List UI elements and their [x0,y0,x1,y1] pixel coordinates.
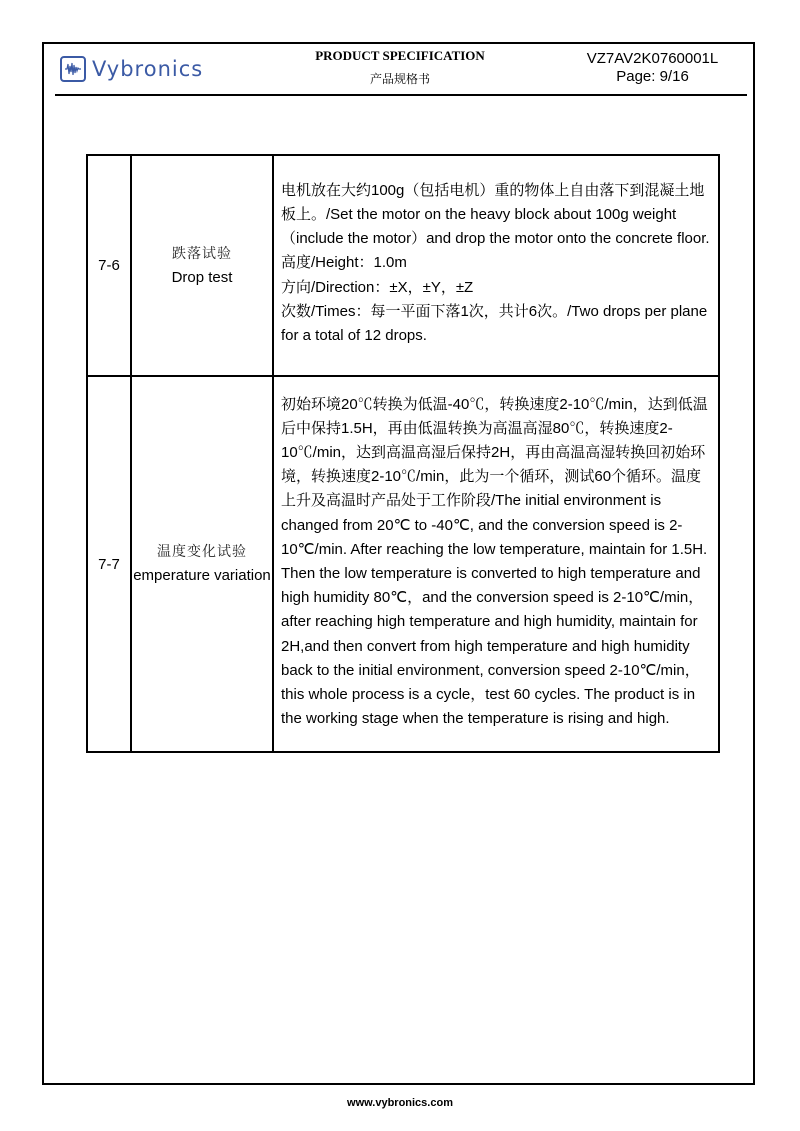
test-name [131,376,273,752]
test-spec-table [86,154,720,753]
row-number: 7-6 [87,155,131,376]
document-title-block [290,48,510,87]
test-name-en: emperature variation [133,567,271,584]
page-number: Page: 9/16 [616,68,689,85]
description-line: 次数/Times：每一平面下落1次，共计6次。/Two drops per plane for a total of 12 drops. [281,302,708,344]
test-description [273,376,719,752]
header-divider [55,94,747,96]
test-name-en: Drop test [171,268,233,286]
document-subtitle: 产品规格书 [369,72,430,86]
test-name-cn: 跌落试验 [172,245,232,262]
footer-url: www.vybronics.com [347,1097,453,1109]
description-line: 初始环境20℃转换为低温-40℃，转换速度2-10℃/min，达到低温后中保持1.5H，再由低温转换为高温高湿80℃，转换速度2-10℃/min，达到高温高湿后保持2H，再由高温高湿转换回初始环境，转换速度2-10℃/min，此为一个循环，测试60个循环。温度上升及高温时产品处于工作阶段/The initial environment is changed from 20℃ to -40℃, and the conversion speed is 2-10℃/min. After reaching the low temperature, maintain for 1.5H. Then the low temperature is converted to high temperature and high humidity 80℃，and the conversion speed is 2-10℃/min，after reaching high temperature and high humidity, maintain for 2H,and then convert from high temperature and high humidity back to the initial environment, conversion speed 2-10℃/min，this whole process is a cycle，test 60 cycles. The product is in the working stage when the temperature is rising and high. [281,395,708,728]
description-line: 方向/Direction：±X，±Y，±Z [281,278,474,296]
test-name [131,155,273,376]
test-description [273,155,719,376]
logo-text: Vybronics [92,57,204,81]
test-name-cn: 温度变化试验 [157,544,247,560]
description-line: 高度/Height：1.0m [281,254,407,272]
document-title: PRODUCT SPECIFICATION [315,48,485,63]
description-line: 电机放在大约100g（包括电机）重的物体上自由落下到混凝土地板上。/Set the motor on the heavy block about 100g weight（include the motor）and drop the motor onto the concrete floor. [281,181,710,248]
table-row [87,376,719,752]
document-number: VZ7AV2K0760001L [586,50,719,67]
company-logo [60,56,203,82]
table-row [87,155,719,376]
row-number: 7-7 [87,376,131,752]
document-meta [560,50,745,86]
waveform-icon [60,56,86,82]
